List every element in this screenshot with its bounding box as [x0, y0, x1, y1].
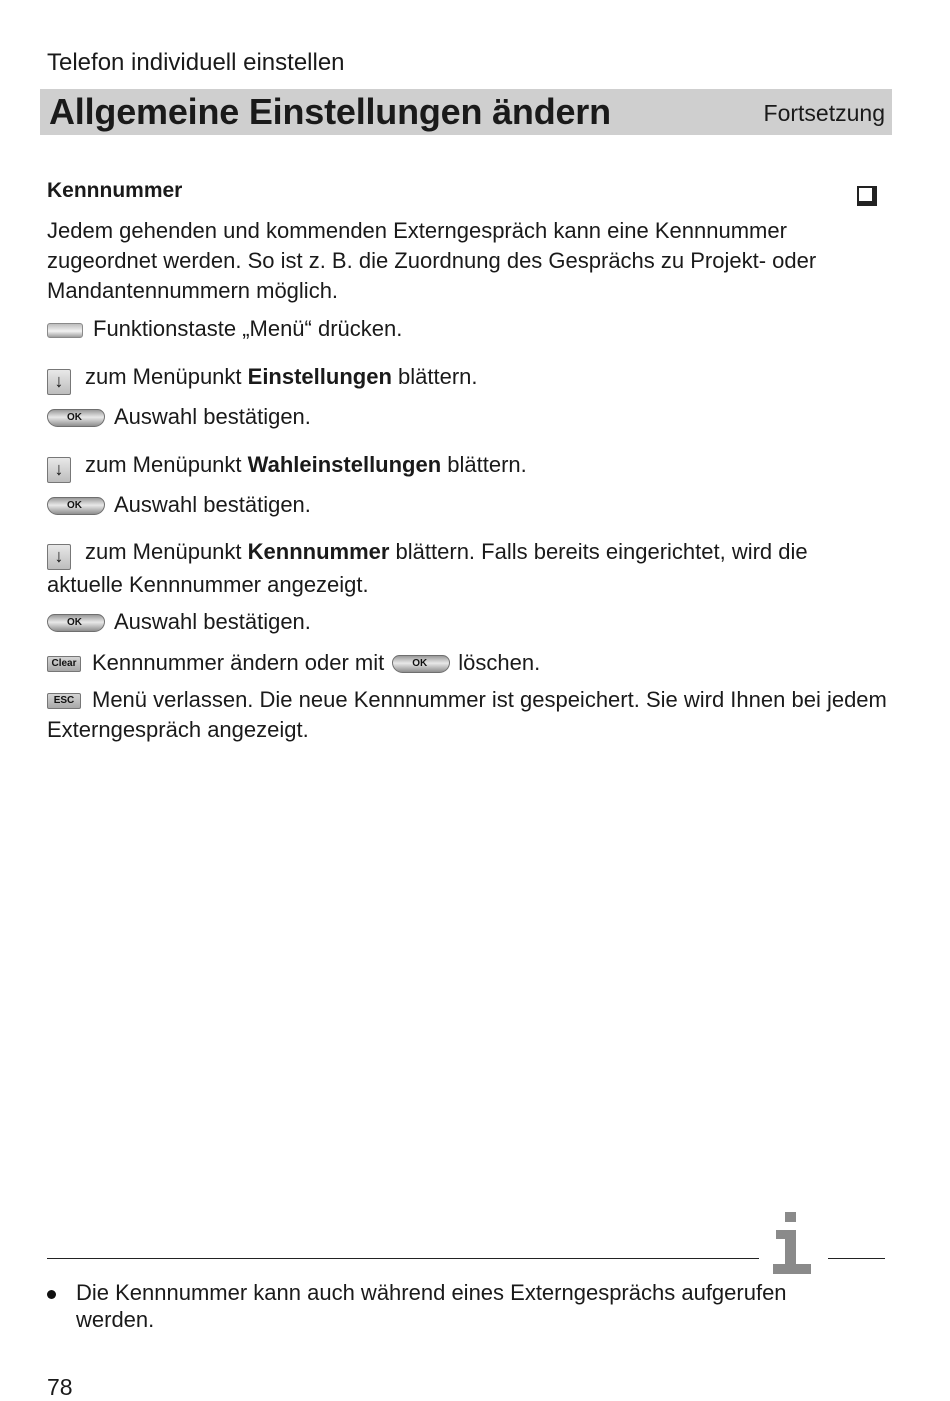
step-confirm: OK Auswahl bestätigen.: [47, 607, 887, 637]
title-bar: [40, 89, 892, 135]
continuation-label: Fortsetzung: [763, 100, 885, 126]
ok-key-icon: OK: [47, 409, 105, 427]
clear-key-icon: Clear: [47, 656, 81, 672]
page-title: Allgemeine Einstellungen ändern: [49, 91, 611, 132]
section-heading: Kennnummer: [47, 179, 183, 202]
step-scroll-dial-settings: ↓ zum Menüpunkt Wahleinstellungen blättern.: [47, 450, 887, 483]
step-menu-key: [47, 314, 887, 344]
step-confirm: OK Auswahl bestätigen.: [47, 402, 887, 432]
step-text: Funktionstaste „Menü“ drücken.: [93, 316, 403, 341]
ok-key-icon: OK: [47, 497, 105, 515]
menu-key-icon: [47, 323, 83, 338]
step-scroll-settings: ↓ zum Menüpunkt Einstellungen blättern.: [47, 362, 887, 395]
esc-key-icon: ESC: [47, 693, 81, 709]
checkbox-icon: [857, 186, 877, 206]
intro-paragraph: Jedem gehenden und kommenden Externgespräch kann eine Kennnummer zugeordnet werden. So ist z. B. die Zuordnung des Gesprächs zu Projekt- oder Mandantennummern möglich.: [47, 218, 817, 303]
note-text: Die Kennnummer kann auch während eines Externgesprächs aufgerufen werden.: [76, 1280, 787, 1332]
info-note: [47, 1279, 857, 1333]
step-confirm: OK Auswahl bestätigen.: [47, 490, 887, 520]
page-number: 78: [47, 1374, 73, 1400]
step-exit-menu: ESC Menü verlassen. Die neue Kennnummer ist gespeichert. Sie wird Ihnen bei jedem Externgespräch angezeigt.: [47, 687, 887, 742]
step-edit-id: Clear Kennnummer ändern oder mit OK löschen.: [47, 648, 887, 678]
divider-line: [47, 1258, 759, 1259]
step-scroll-id-number: ↓ zum Menüpunkt Kennnummer blättern. Falls bereits eingerichtet, wird die aktuelle Kennnummer angezeigt.: [47, 539, 808, 597]
arrow-down-icon: ↓: [47, 457, 71, 483]
bullet-icon: [47, 1290, 56, 1299]
ok-key-icon: OK: [392, 655, 450, 673]
divider-line: [828, 1258, 885, 1259]
running-header: Telefon individuell einstellen: [47, 49, 345, 76]
arrow-down-icon: ↓: [47, 544, 71, 570]
arrow-down-icon: ↓: [47, 369, 71, 395]
ok-key-icon: OK: [47, 614, 105, 632]
info-icon: [770, 1212, 814, 1274]
